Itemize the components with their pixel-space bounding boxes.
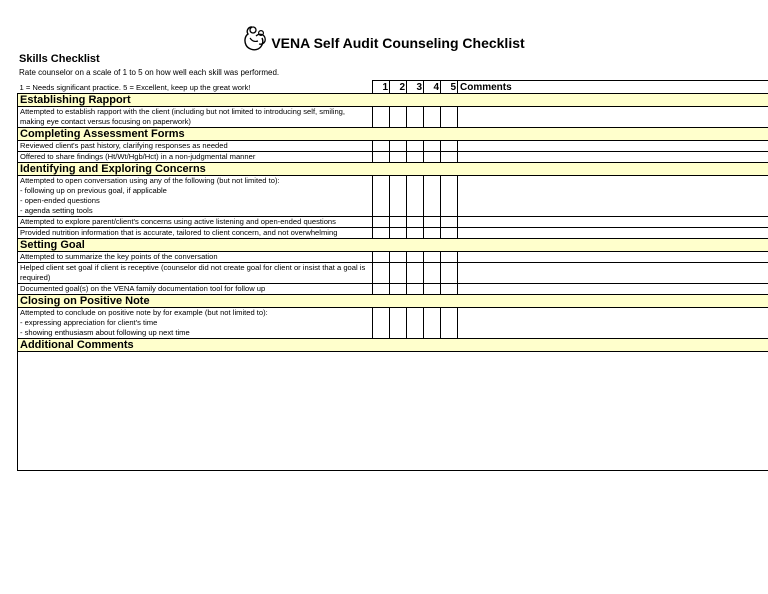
score-cell-3[interactable]	[407, 228, 424, 239]
section-title: Closing on Positive Note	[18, 295, 768, 308]
section-header-additional-comments	[18, 339, 768, 352]
checklist-item-row	[18, 308, 768, 339]
checklist-item-description: Attempted to conclude on positive note by for example (but not limited to): - expressing appreciation for client's time - showing enthusiasm about following up next time	[18, 308, 373, 339]
score-cell-3[interactable]	[407, 263, 424, 284]
score-cell-3[interactable]	[407, 152, 424, 163]
score-cell-4[interactable]	[424, 141, 441, 152]
comment-cell[interactable]	[458, 252, 768, 263]
score-header-5: 5	[441, 81, 458, 94]
score-cell-4[interactable]	[424, 217, 441, 228]
checklist-item-description: Reviewed client's past history, clarifying responses as needed	[18, 141, 373, 152]
checklist-item-description: Attempted to establish rapport with the client (including but not limited to introducing self, smiling, making eye contact versus focusing on paperwork)	[18, 107, 373, 128]
score-cell-4[interactable]	[424, 263, 441, 284]
score-cell-5[interactable]	[441, 176, 458, 217]
checklist-item-row	[18, 107, 768, 128]
legend-row	[18, 81, 768, 94]
score-cell-4[interactable]	[424, 308, 441, 339]
mother-child-logo-icon	[243, 24, 269, 52]
score-cell-3[interactable]	[407, 217, 424, 228]
score-cell-5[interactable]	[441, 152, 458, 163]
comment-cell[interactable]	[458, 228, 768, 239]
section-header-establishing-rapport	[18, 94, 768, 107]
checklist-item-description: Provided nutrition information that is accurate, tailored to client concern, and not overwhelming	[18, 228, 373, 239]
score-cell-4[interactable]	[424, 152, 441, 163]
section-title: Additional Comments	[18, 339, 768, 352]
score-cell-5[interactable]	[441, 107, 458, 128]
score-cell-3[interactable]	[407, 308, 424, 339]
score-cell-4[interactable]	[424, 107, 441, 128]
comment-cell[interactable]	[458, 176, 768, 217]
score-cell-2[interactable]	[390, 141, 407, 152]
section-header-closing-on-positive-note	[18, 295, 768, 308]
score-cell-1[interactable]	[373, 107, 390, 128]
section-title: Completing Assessment Forms	[18, 128, 768, 141]
score-header-3: 3	[407, 81, 424, 94]
score-cell-1[interactable]	[373, 252, 390, 263]
comment-cell[interactable]	[458, 217, 768, 228]
additional-comments-area-row	[18, 352, 768, 471]
score-cell-5[interactable]	[441, 252, 458, 263]
score-cell-2[interactable]	[390, 176, 407, 217]
score-cell-3[interactable]	[407, 284, 424, 295]
score-cell-2[interactable]	[390, 308, 407, 339]
comments-header: Comments	[458, 81, 768, 94]
score-cell-1[interactable]	[373, 284, 390, 295]
comment-cell[interactable]	[458, 284, 768, 295]
score-cell-2[interactable]	[390, 217, 407, 228]
score-cell-2[interactable]	[390, 263, 407, 284]
score-cell-2[interactable]	[390, 228, 407, 239]
section-header-setting-goal	[18, 239, 768, 252]
section-title: Setting Goal	[18, 239, 768, 252]
comment-cell[interactable]	[458, 152, 768, 163]
score-header-4: 4	[424, 81, 441, 94]
comment-cell[interactable]	[458, 263, 768, 284]
score-header-1: 1	[373, 81, 390, 94]
score-cell-2[interactable]	[390, 107, 407, 128]
score-cell-1[interactable]	[373, 263, 390, 284]
score-cell-5[interactable]	[441, 141, 458, 152]
score-cell-5[interactable]	[441, 217, 458, 228]
checklist-item-description: Attempted to summarize the key points of the conversation	[18, 252, 373, 263]
checklist-item-row	[18, 284, 768, 295]
score-cell-3[interactable]	[407, 107, 424, 128]
page-title: VENA Self Audit Counseling Checklist	[271, 35, 525, 51]
score-cell-1[interactable]	[373, 308, 390, 339]
section-title: Establishing Rapport	[18, 94, 768, 107]
score-header-2: 2	[390, 81, 407, 94]
checklist-item-row	[18, 217, 768, 228]
score-cell-3[interactable]	[407, 252, 424, 263]
score-cell-3[interactable]	[407, 141, 424, 152]
checklist-item-description: Attempted to explore parent/client's concerns using active listening and open-ended questions	[18, 217, 373, 228]
score-cell-4[interactable]	[424, 176, 441, 217]
score-cell-4[interactable]	[424, 252, 441, 263]
score-cell-1[interactable]	[373, 152, 390, 163]
rating-legend: 1 = Needs significant practice. 5 = Excellent, keep up the great work!	[19, 83, 251, 92]
section-title: Identifying and Exploring Concerns	[18, 163, 768, 176]
score-cell-4[interactable]	[424, 284, 441, 295]
section-header-completing-assessment-forms	[18, 128, 768, 141]
comment-cell[interactable]	[458, 141, 768, 152]
checklist-item-description: Offered to share findings (Ht/Wt/Hgb/Hct) in a non-judgmental manner	[18, 152, 373, 163]
score-cell-1[interactable]	[373, 141, 390, 152]
checklist-item-row	[18, 263, 768, 284]
score-cell-1[interactable]	[373, 176, 390, 217]
checklist-item-description: Documented goal(s) on the VENA family documentation tool for follow up	[18, 284, 373, 295]
checklist-item-row	[18, 152, 768, 163]
score-cell-2[interactable]	[390, 152, 407, 163]
rating-instruction: Rate counselor on a scale of 1 to 5 on how well each skill was performed.	[19, 68, 280, 77]
score-cell-1[interactable]	[373, 217, 390, 228]
score-cell-5[interactable]	[441, 263, 458, 284]
score-cell-2[interactable]	[390, 284, 407, 295]
score-cell-1[interactable]	[373, 228, 390, 239]
score-cell-5[interactable]	[441, 284, 458, 295]
score-cell-3[interactable]	[407, 176, 424, 217]
score-cell-2[interactable]	[390, 252, 407, 263]
score-cell-5[interactable]	[441, 228, 458, 239]
comment-cell[interactable]	[458, 308, 768, 339]
checklist-item-row	[18, 141, 768, 152]
score-cell-5[interactable]	[441, 308, 458, 339]
checklist-item-description: Helped client set goal if client is receptive (counselor did not create goal for client or insist that a goal is required)	[18, 263, 373, 284]
skills-checklist-table	[17, 80, 768, 471]
checklist-item-description: Attempted to open conversation using any of the following (but not limited to): - following up on previous goal, if applicable - open-ended questions - agenda setting tools	[18, 176, 373, 217]
score-cell-4[interactable]	[424, 228, 441, 239]
section-header-identifying-and-exploring-concerns	[18, 163, 768, 176]
checklist-item-row	[18, 228, 768, 239]
checklist-item-row	[18, 176, 768, 217]
additional-comments-field[interactable]	[18, 352, 768, 471]
header	[0, 22, 768, 52]
comment-cell[interactable]	[458, 107, 768, 128]
checklist-item-row	[18, 252, 768, 263]
skills-checklist-title: Skills Checklist	[19, 53, 100, 65]
